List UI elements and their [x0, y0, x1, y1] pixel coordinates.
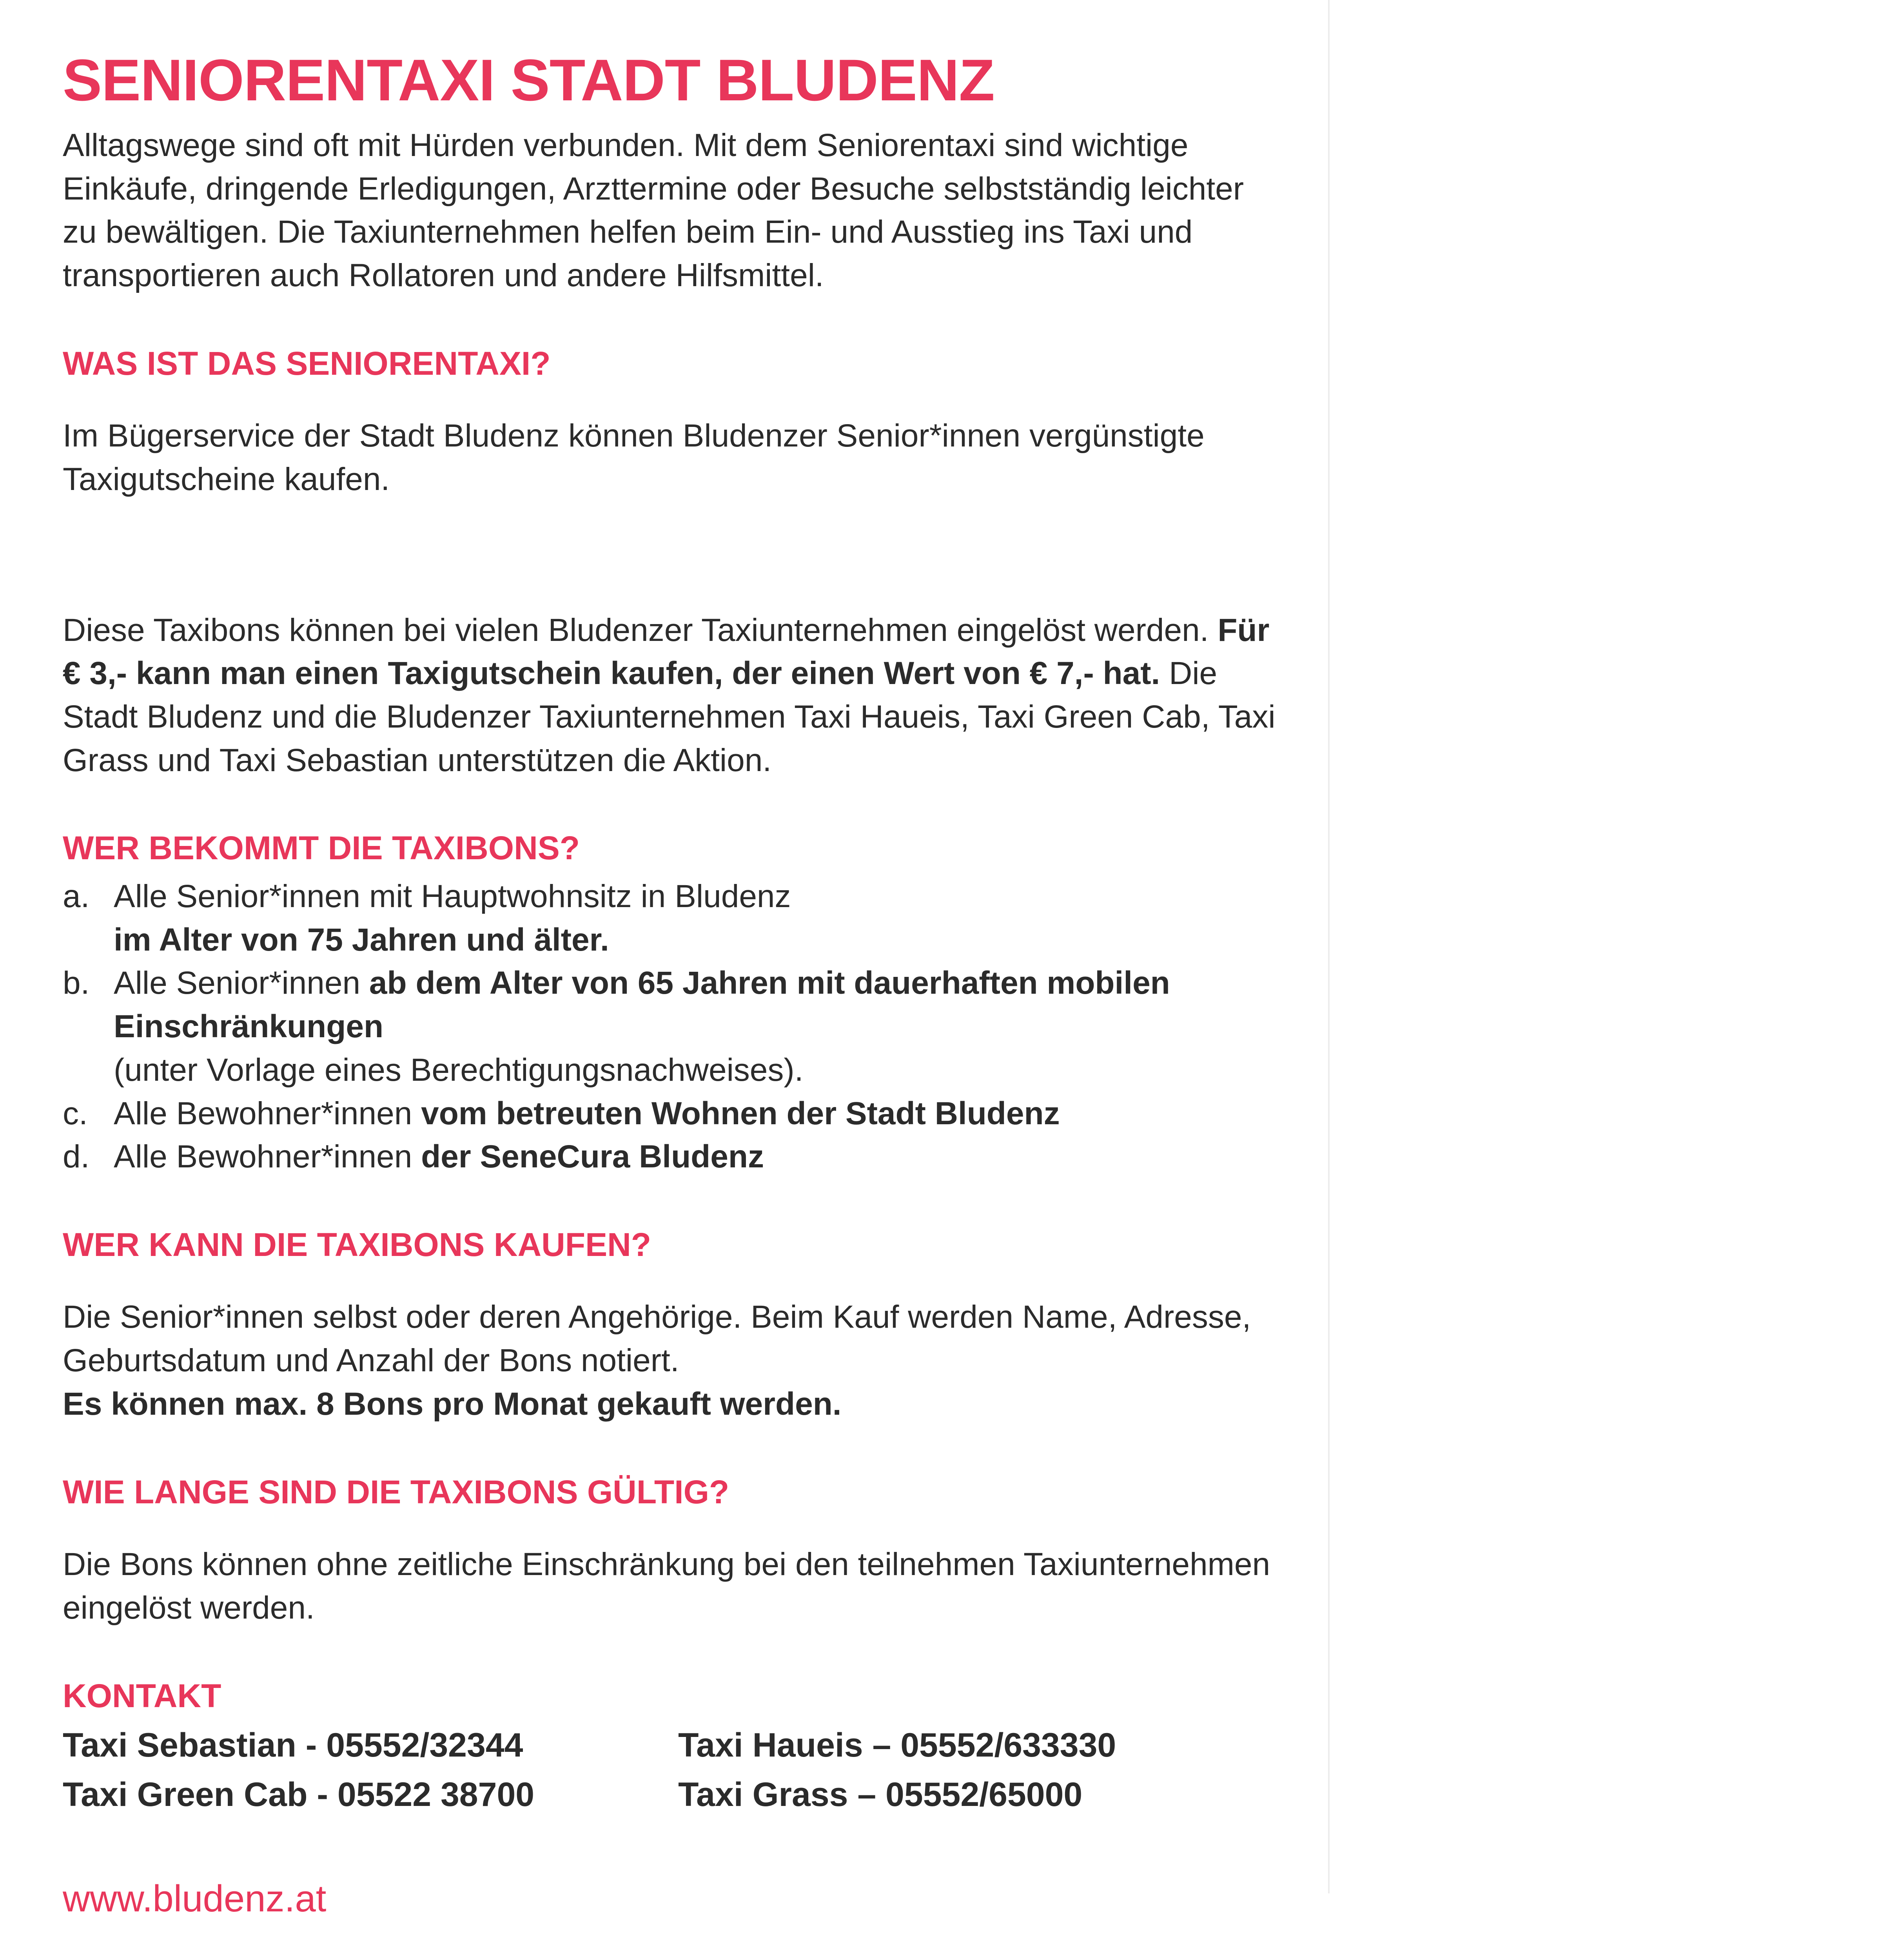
eligibility-item-bold: vom betreuten Wohnen der Stadt Bludenz — [421, 1095, 1060, 1131]
eligibility-item-text — [114, 962, 1282, 1092]
contact-list — [63, 1722, 1282, 1817]
eligibility-item — [63, 1092, 1282, 1136]
paragraph-spacer — [63, 534, 1282, 577]
eligibility-item-plain: Alle Bewohner*innen — [114, 1139, 421, 1175]
contact-taxi-green-cab: Taxi Green Cab - 05522 38700 — [63, 1776, 535, 1814]
what-paragraph-2-end: Die Stadt Bludenz und die Bludenzer Taxiunternehmen Taxi Haueis, Taxi Green Cab, Taxi Grass und Taxi Sebastian unterstützen die Aktion. — [63, 655, 1276, 778]
purchase-section — [63, 1226, 1282, 1426]
eligibility-item-bold: im Alter von 75 Jahren und älter. — [114, 922, 609, 958]
what-paragraph-2-start: Diese Taxibons können bei vielen Bludenzer Taxiunternehmen eingelöst werden. — [63, 612, 1218, 648]
list-marker: d. — [63, 1139, 90, 1175]
eligibility-section — [63, 829, 1282, 1178]
what-paragraph-2 — [63, 609, 1282, 782]
intro-paragraph: Alltagswege sind oft mit Hürden verbunden. Mit dem Seniorentaxi sind wichtige Einkäufe, dringende Erledigungen, Arzttermine oder Besuche selbstständig leichter zu bewältigen. Die Taxiunternehmen helfen beim Ein- und Ausstieg ins Taxi und transportieren auch Rollatoren und andere Hilfsmittel. — [63, 127, 1244, 294]
purchase-heading: WER KANN DIE TAXIBONS KAUFEN? — [63, 1226, 651, 1263]
contact-heading: KONTAKT — [63, 1677, 221, 1714]
eligibility-item-bold: der SeneCura Bludenz — [421, 1139, 764, 1175]
validity-text: Die Bons können ohne zeitliche Einschränkung bei den teilnehmen Taxiunternehmen eingelöst werden. — [63, 1546, 1270, 1626]
price-highlight: Für € 3,- kann man einen Taxigutschein kaufen, der einen Wert von € 7,- hat. — [63, 612, 1270, 691]
contact-taxi-grass: Taxi Grass – 05552/65000 — [678, 1776, 1083, 1814]
what-heading: WAS IST DAS SENIORENTAXI? — [63, 345, 551, 382]
eligibility-list — [63, 875, 1282, 1179]
purchase-limit: Es können max. 8 Bons pro Monat gekauft werden. — [63, 1386, 842, 1422]
document-title: SENIORENTAXI STADT BLUDENZ — [63, 47, 994, 113]
eligibility-item-text — [114, 1092, 1282, 1136]
list-marker: a. — [63, 878, 90, 915]
eligibility-item-plain: Alle Senior*innen mit Hauptwohnsitz in Bludenz — [114, 878, 791, 915]
eligibility-item-plain: Alle Bewohner*innen — [114, 1095, 421, 1131]
contact-taxi-haueis: Taxi Haueis – 05552/633330 — [678, 1726, 1116, 1764]
list-marker: c. — [63, 1095, 88, 1131]
purchase-text — [63, 1296, 1282, 1426]
contact-taxi-sebastian: Taxi Sebastian - 05552/32344 — [63, 1726, 523, 1764]
eligibility-item-text — [114, 875, 1282, 962]
eligibility-heading: WER BEKOMMT DIE TAXIBONS? — [63, 829, 580, 867]
contact-section — [63, 1677, 1282, 1818]
purchase-paragraph: Die Senior*innen selbst oder deren Angehörige. Beim Kauf werden Name, Adresse, Geburtsdatum und Anzahl der Bons notiert. — [63, 1299, 1251, 1379]
page-fold-line — [1328, 0, 1330, 1893]
what-section — [63, 345, 1282, 782]
eligibility-item-plain: Alle Senior*innen — [114, 965, 369, 1001]
eligibility-item-bold: ab dem Alter von 65 Jahren mit dauerhaften mobilen Einschränkungen — [114, 965, 1170, 1045]
eligibility-item — [63, 962, 1282, 1092]
flyer-page — [63, 47, 1282, 1921]
eligibility-item — [63, 1135, 1282, 1179]
eligibility-item-text — [114, 1135, 1282, 1179]
eligibility-item — [63, 875, 1282, 962]
what-paragraph-1: Im Bügerservice der Stadt Bludenz können Bludenzer Senior*innen vergünstigte Taxigutscheine kaufen. — [63, 418, 1205, 497]
validity-heading: WIE LANGE SIND DIE TAXIBONS GÜLTIG? — [63, 1473, 729, 1510]
list-marker: b. — [63, 965, 90, 1001]
website-link[interactable]: www.bludenz.at — [63, 1878, 327, 1920]
validity-section — [63, 1473, 1282, 1630]
eligibility-item-note: (unter Vorlage eines Berechtigungsnachweises). — [114, 1052, 804, 1088]
